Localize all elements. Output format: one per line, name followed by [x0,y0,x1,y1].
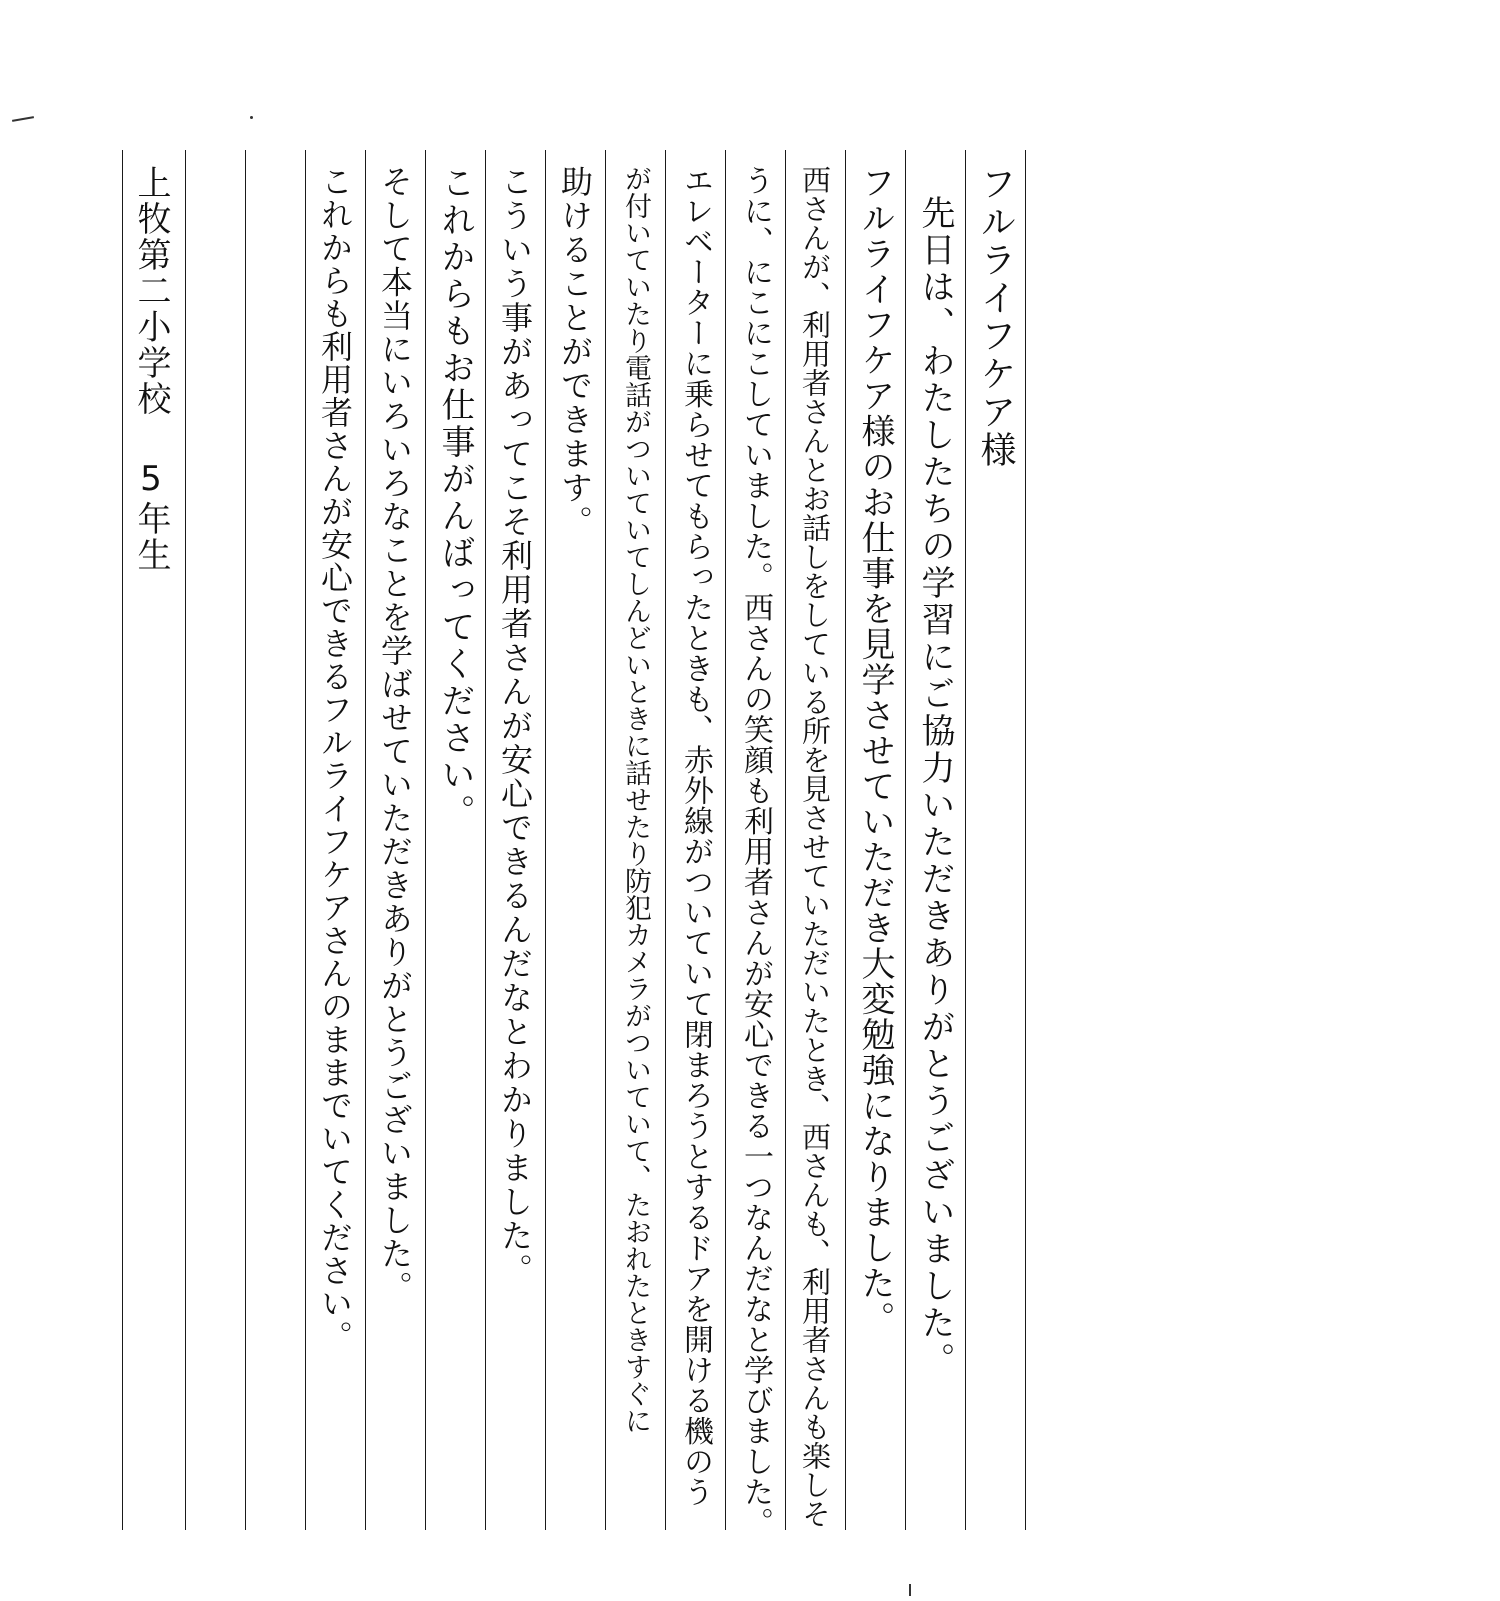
letter-line-6: が付いていたり電話がついていてしんどいときに話せたり防犯カメラがついていて、たおれたときすぐに [620,165,651,1434]
ruled-line [785,150,786,1530]
letter-line-5: エレベーターに乗らせてもらったときも、赤外線がついていて閉まろうとするドアを開ける機のう [678,165,713,1507]
scan-speck [909,1584,911,1596]
letter-line-7: 助けることができます。 [556,165,594,539]
ruled-line [185,150,186,1530]
ruled-line [545,150,546,1530]
ruled-line [905,150,906,1530]
ruled-line [122,150,123,1530]
ruled-line [665,150,666,1530]
ruled-line [1025,150,1026,1530]
ruled-line [305,150,306,1530]
ruled-line [425,150,426,1530]
ruled-line [605,150,606,1530]
ruled-line [365,150,366,1530]
letter-line-10: そして本当にいろいろなことを学ばせていただきありがとうございました。 [376,165,414,1304]
ruled-line [965,150,966,1530]
scan-speck [250,116,253,119]
letter-line-3: 西さんが、利用者さんとお話しをしている所を見させていただいたとき、西さんも、利用者さんも楽しそ [798,165,832,1528]
letter-line-9: これからもお仕事がんばってください。 [435,165,475,831]
letter-line-8: こういう事があってこそ利用者さんが安心できるんだなとわかりました。 [496,165,534,1287]
ruled-line [845,150,846,1530]
ruled-line [485,150,486,1530]
letter-signature: 上牧第二小学校 5年生 [131,165,171,573]
ruled-line [725,150,726,1530]
letter-salutation: フルライフケア様 [975,165,1016,469]
letter-line-1: 先日は、わたしたちの学習にご協力いただきありがとうございました。 [915,195,955,1379]
letter-line-4: うに、にこにこしていました。西さんの笑顔も利用者さんが安心できる一つなんだなと学びました。 [738,165,773,1538]
letter-line-11: これからも利用者さんが安心できるフルライフケアさんのままでいてください。 [316,165,354,1353]
scan-speck [12,116,34,122]
ruled-line [245,150,246,1530]
letter-line-2: フルライフケア様のお仕事を見学させていただき大変勉強になりました。 [855,165,895,1337]
